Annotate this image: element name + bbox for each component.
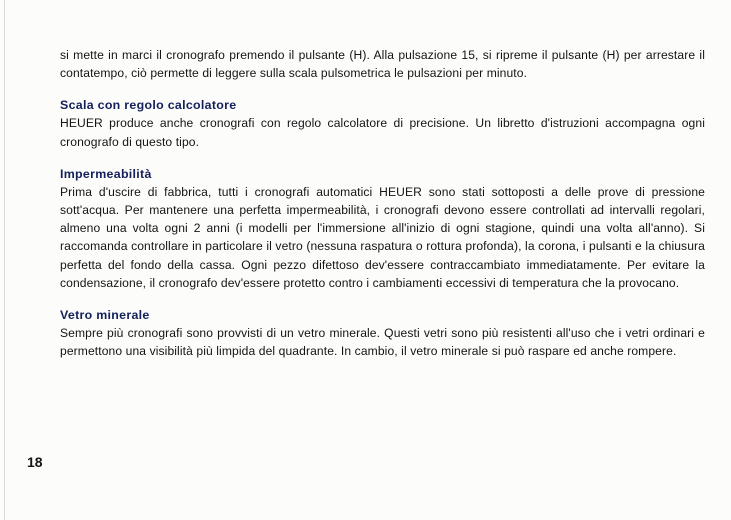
spacer bbox=[60, 151, 705, 165]
paragraph-vetro-minerale: Sempre più cronografi sono provvisti di un vetro minerale. Questi vetri sono più resistenti all'uso che i vetri ordinari e permettono una visibilità più limpida del quadrante. In cambio, il vetro minerale si può raspare ed anche rompere. bbox=[60, 326, 705, 359]
spacer bbox=[60, 82, 705, 96]
intro-paragraph: si mette in marci il cronografo premendo il pulsante (H). Alla pulsazione 15, si ripreme il pulsante (H) per arrestare il contatempo, ciò permette di leggere sulla scala pulsometrica le pulsazioni per minuto. bbox=[60, 48, 705, 81]
page-number: 18 bbox=[27, 454, 43, 470]
heading-scala-regolo: Scala con regolo calcolatore bbox=[60, 98, 237, 113]
heading-impermeabilita: Impermeabilità bbox=[60, 166, 152, 181]
page-edge bbox=[4, 0, 5, 520]
paragraph-impermeabilita: Prima d'uscire di fabbrica, tutti i cronografi automatici HEUER sono stati sottoposti a delle prove di pressione sott'acqua. Per mantenere una perfetta impermeabilità, i cronografi devono essere controllati ad intervalli regolari, almeno una volta ogni 2 anni (i modelli per l'immersione all'inizio di ogni stagione, quindi una volta all'anno). Si raccomanda controllare in particolare il vetro (nessuna raspatura o rottura profonda), la corona, i pulsanti e la chiusura perfetta del fondo della cassa. Ogni pezzo difettoso dev'essere contraccambiato immediatamente. Per evitare la condensazione, il cronografo dev'essere protetto contro i cambiamenti eccessivi di temperatura che la provocano. bbox=[60, 184, 705, 290]
paragraph-scala-regolo: HEUER produce anche cronografi con regolo calcolatore di precisione. Un libretto d'istruzioni accompagna ogni cronografo di questo tipo. bbox=[60, 116, 705, 149]
heading-vetro-minerale: Vetro minerale bbox=[60, 308, 150, 323]
page-content bbox=[60, 46, 705, 360]
spacer bbox=[60, 292, 705, 306]
